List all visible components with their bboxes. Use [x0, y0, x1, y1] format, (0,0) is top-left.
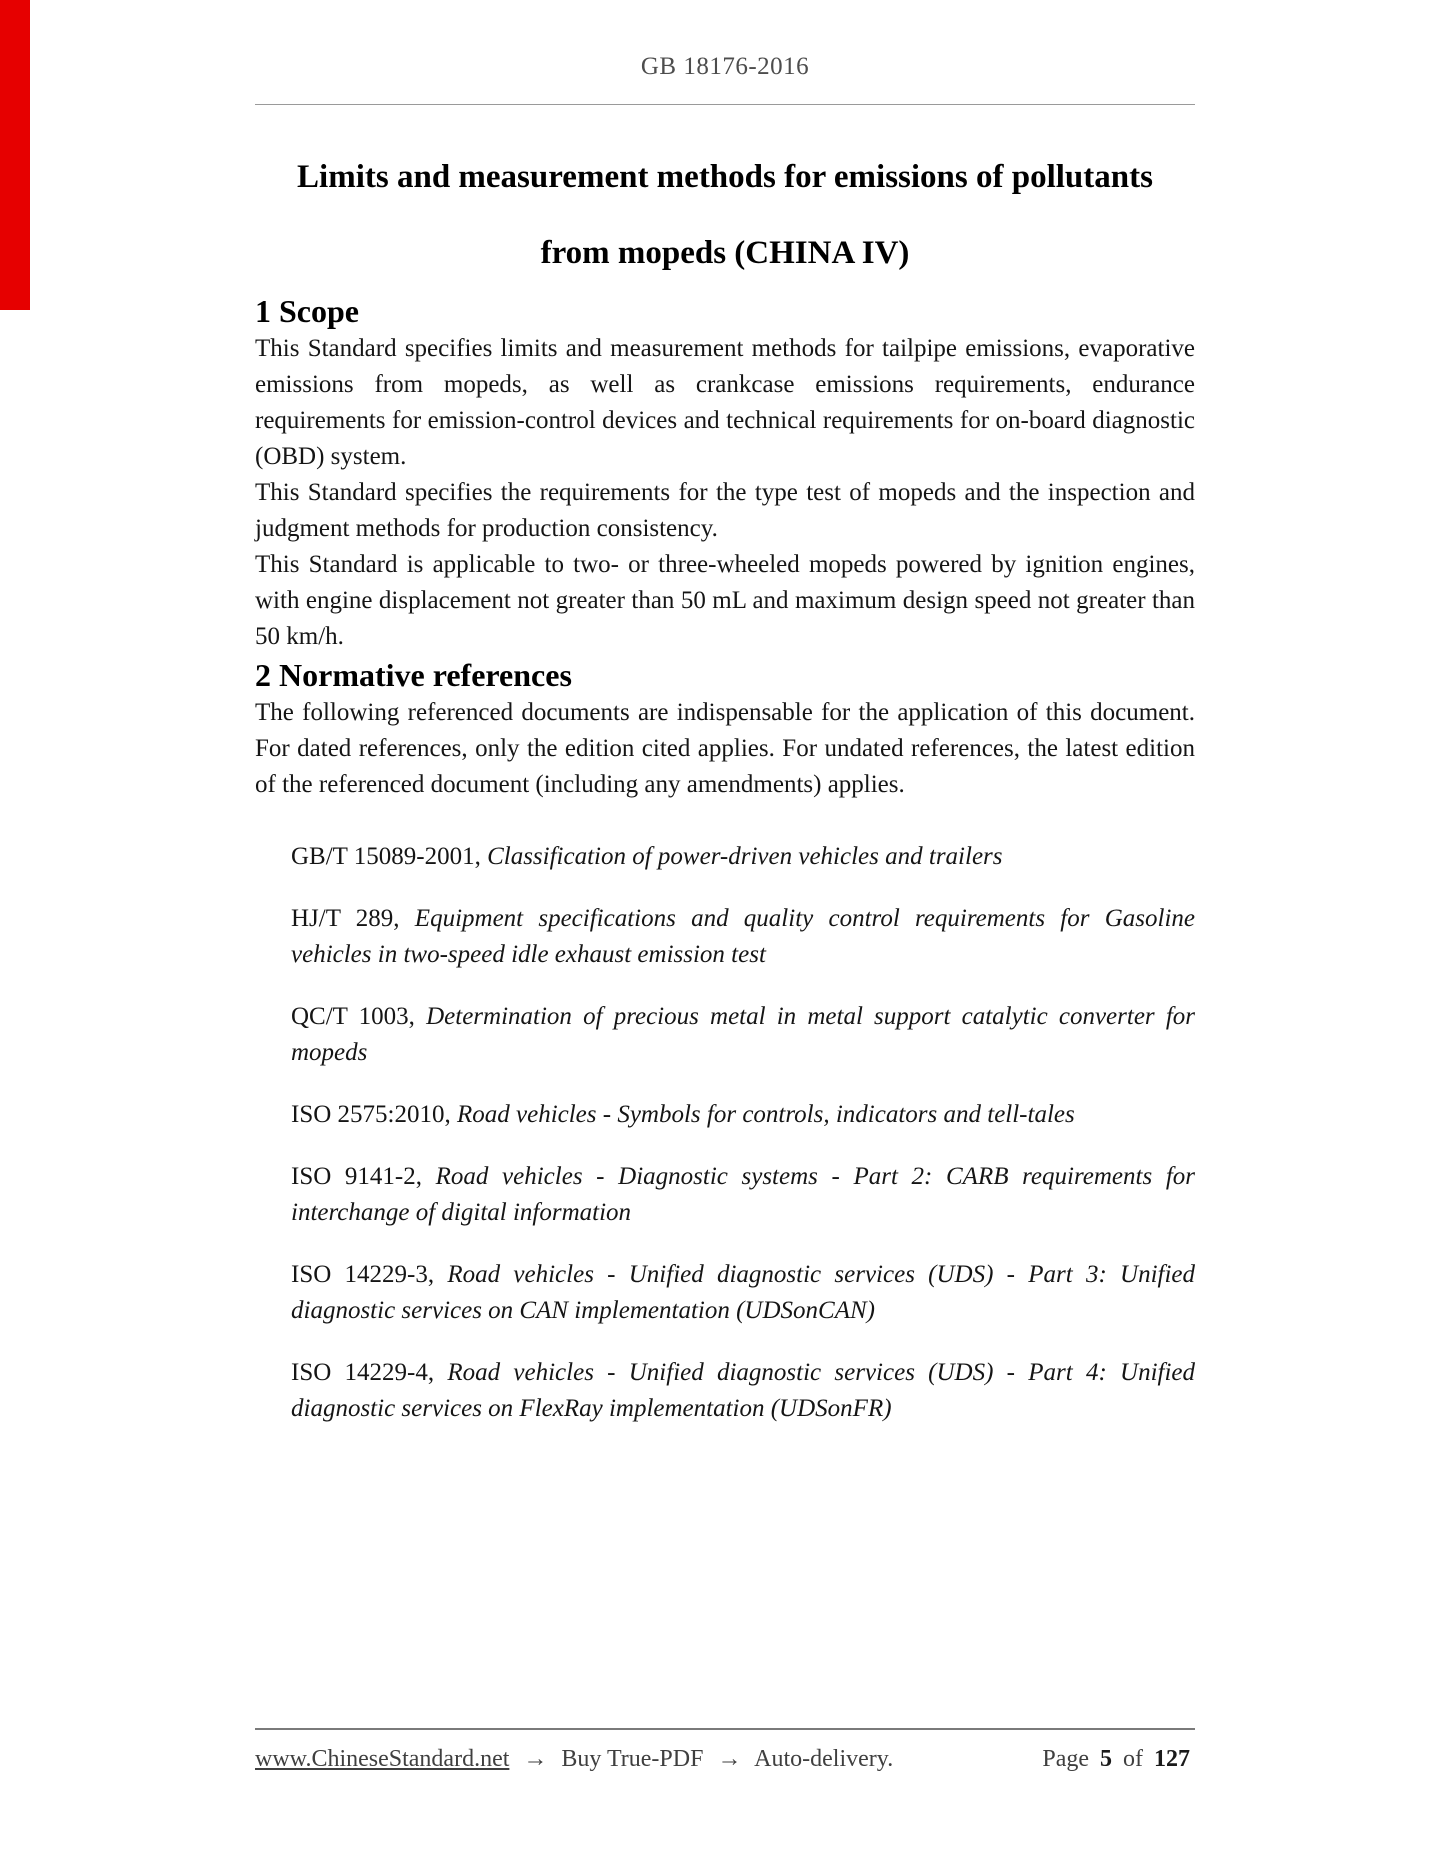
reference-title: Equipment specifications and quality control requirements for Gasoline vehicles in two-speed idle exhaust emission test: [291, 905, 1195, 968]
section-heading-normative-references: 2 Normative references: [255, 657, 572, 693]
right-arrow-icon: →: [523, 1746, 548, 1772]
page-footer: [255, 1728, 1195, 1773]
document-title-line1: Limits and measurement methods for emissions of pollutants: [297, 159, 1153, 195]
reference-title: Road vehicles - Unified diagnostic services (UDS) - Part 3: Unified diagnostic services on CAN implementation (UDSonCAN): [291, 1261, 1196, 1324]
reference-item: [291, 1355, 1195, 1427]
page-content: [255, 0, 1195, 1427]
current-page-number: 5: [1100, 1746, 1112, 1772]
section-heading-scope: 1 Scope: [255, 293, 359, 329]
reference-item: [291, 1097, 1195, 1133]
reference-code: ISO 14229-3,: [291, 1261, 435, 1288]
reference-code: GB/T 15089-2001,: [291, 843, 481, 870]
footer-left: [255, 1746, 893, 1773]
reference-code: ISO 14229-4,: [291, 1359, 435, 1386]
of-word: of: [1123, 1746, 1143, 1772]
reference-code: ISO 9141-2,: [291, 1163, 422, 1190]
page-word: Page: [1042, 1746, 1089, 1772]
reference-item: [291, 1159, 1195, 1231]
standard-code: GB 18176-2016: [640, 53, 810, 80]
reference-code: QC/T 1003,: [291, 1003, 415, 1030]
preview-ribbon: [0, 0, 30, 310]
document-title-line2: from mopeds (CHINA IV): [540, 235, 910, 271]
reference-item: [291, 999, 1195, 1071]
reference-title: Road vehicles - Diagnostic systems - Part 2: CARB requirements for interchange of digital information: [291, 1163, 1196, 1226]
scope-paragraph-1: This Standard specifies limits and measurement methods for tailpipe emissions, evaporative emissions from mopeds, as well as crankcase emissions requirements, endurance requirements for emission-control devices and technical requirements for on-board diagnostic (OBD) system.: [255, 335, 1195, 470]
reference-title: Road vehicles - Unified diagnostic services (UDS) - Part 4: Unified diagnostic services on FlexRay implementation (UDSonFR): [291, 1359, 1196, 1422]
reference-item: [291, 901, 1195, 973]
reference-item: [291, 1257, 1195, 1329]
reference-code: ISO 2575:2010,: [291, 1101, 451, 1128]
footer-line: [255, 1746, 1195, 1773]
header-divider: [255, 104, 1195, 105]
reference-item: [291, 839, 1195, 875]
reference-title: Determination of precious metal in metal support catalytic converter for mopeds: [291, 1003, 1195, 1066]
right-arrow-icon: →: [717, 1746, 742, 1772]
footer-buy-true-pdf: Buy True-PDF: [561, 1746, 704, 1772]
reference-title: Road vehicles - Symbols for controls, indicators and tell-tales: [456, 1101, 1075, 1128]
normative-intro-paragraph: The following referenced documents are indispensable for the application of this document. For dated references, only the edition cited applies. For undated references, the latest edition of the referenced document (including any amendments) applies.: [255, 699, 1195, 798]
reference-code: HJ/T 289,: [291, 905, 400, 932]
total-page-count: 127: [1154, 1746, 1190, 1772]
reference-title: Classification of power-driven vehicles and trailers: [487, 843, 1003, 870]
scope-paragraph-3: This Standard is applicable to two- or three-wheeled mopeds powered by ignition engines, with engine displacement not greater than 50 mL and maximum design speed not greater than 50 km/h.: [255, 551, 1195, 650]
chinesestandard-link[interactable]: www.ChineseStandard.net: [255, 1746, 510, 1772]
document-title: [255, 139, 1195, 291]
page-indicator: [1042, 1746, 1195, 1773]
scope-paragraph-2: This Standard specifies the requirements for the type test of mopeds and the inspection and judgment methods for production consistency.: [255, 479, 1195, 542]
footer-auto-delivery: Auto-delivery.: [754, 1746, 894, 1772]
footer-divider: [255, 1728, 1195, 1730]
